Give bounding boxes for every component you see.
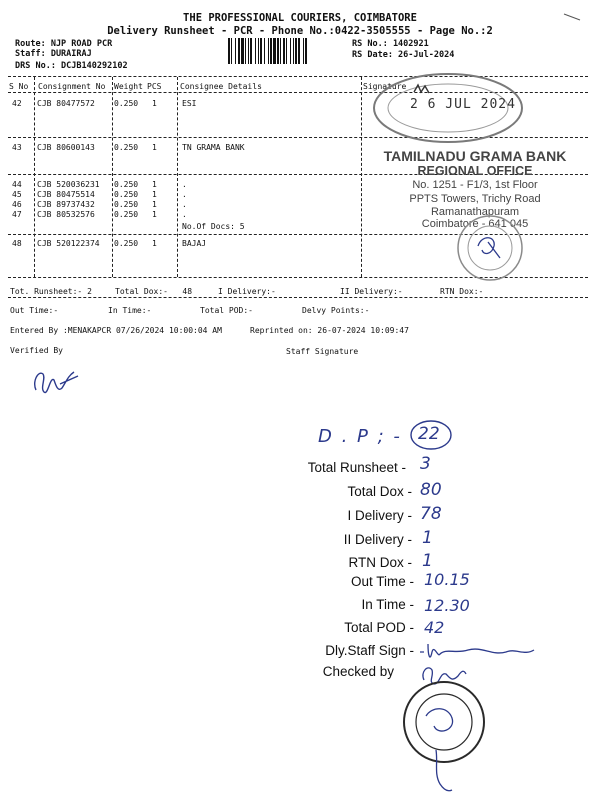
row-consignee: TN GRAMA BANK [182, 143, 245, 152]
barcode-bar [303, 38, 304, 64]
barcode-image [228, 38, 346, 64]
row-consignment: CJB 89737432 [37, 200, 95, 209]
rs-number: RS No.: 1402921 [352, 39, 429, 49]
col-signature: Signature [363, 82, 407, 91]
barcode-bar [235, 38, 236, 64]
bank-address-line: No. 1251 - F1/3, 1st Floor [412, 179, 538, 191]
barcode-bar [283, 38, 285, 64]
row-consignment: CJB 80532576 [37, 210, 95, 219]
row-sno: 43 [12, 143, 22, 152]
summary-value: 42 [424, 618, 445, 637]
tot-runsheet: Tot. Runsheet:- 2 [10, 287, 92, 296]
barcode-bar [248, 38, 249, 64]
barcode-bar [231, 38, 232, 64]
dp-label: D . P ; - [318, 426, 402, 447]
staff-signature-label: Staff Signature [286, 347, 359, 356]
col-consignment: Consignment No [38, 82, 106, 91]
barcode-bar [250, 38, 252, 64]
bank-address-line: Coimbatore - 641 045 [421, 218, 529, 230]
staff-label: Staff: DURAIRAJ [15, 49, 92, 59]
row-consignment: CJB 80475514 [37, 190, 95, 199]
bank-address-line: Ramanathapuram [430, 206, 520, 218]
route-label: Route: NJP ROAD PCR [15, 39, 113, 49]
row-weight: 0.250 [114, 190, 139, 199]
total-dox: Total Dox:- 48 [115, 287, 193, 296]
summary-label: Out Time - [350, 574, 414, 589]
summary-value: 3 [420, 454, 431, 474]
verified-by: Verified By [10, 346, 63, 355]
rtn-dox: RTN Dox:- [440, 287, 484, 296]
col-pcs: PCS [147, 82, 162, 91]
barcode-bar [238, 38, 240, 64]
row-weight: 0.250 [114, 200, 139, 209]
row-sno: 42 [12, 99, 22, 108]
summary-label: Dly.Staff Sign - [325, 643, 414, 658]
summary-value: 1 [422, 528, 433, 548]
row-pcs: 1 [152, 210, 157, 219]
company-title: THE PROFESSIONAL COURIERS, COIMBATORE [183, 12, 417, 24]
row-pcs: 1 [152, 239, 157, 248]
summary-value: 78 [420, 504, 442, 524]
i-delivery: I Delivery:- [218, 287, 276, 296]
signature-mark-image [412, 82, 432, 96]
row-sno: 48 [12, 239, 22, 248]
summary-value: 12.30 [424, 596, 470, 615]
barcode-bar [280, 38, 281, 64]
row-consignment: CJB 80477572 [37, 99, 95, 108]
col-sno: S No [9, 82, 29, 91]
barcode-bar [264, 38, 265, 64]
summary-value: 1 [422, 551, 433, 571]
row-weight: 0.250 [114, 180, 139, 189]
col-weight: Weight [114, 82, 143, 91]
bank-office: REGIONAL OFFICE [417, 164, 533, 178]
row-consignee: . [182, 210, 187, 219]
row-weight: 0.250 [114, 143, 139, 152]
row-consignee: . [182, 200, 187, 209]
row-consignee: . [182, 190, 187, 199]
summary-label: RTN Dox - [348, 555, 412, 570]
barcode-bar [290, 38, 291, 64]
summary-value: 10.15 [424, 570, 470, 589]
drs-number: DRS No.: DCJB140292102 [15, 61, 128, 71]
row-sno: 47 [12, 210, 22, 219]
row-consignee: ESI [182, 99, 197, 108]
barcode-bar [286, 38, 287, 64]
row-consignee: BAJAJ [182, 239, 207, 248]
ii-delivery: II Delivery:- [340, 287, 403, 296]
in-time: In Time:- [108, 306, 152, 315]
row-sno: 46 [12, 200, 22, 209]
row-sno: 44 [12, 180, 22, 189]
reprinted-on: Reprinted on: 26-07-2024 10:09:47 [250, 326, 409, 335]
barcode-bar [258, 38, 259, 64]
barcode-bar [295, 38, 297, 64]
rs-date: RS Date: 26-Jul-2024 [352, 50, 455, 60]
row-consignee: . [182, 180, 187, 189]
row-pcs: 1 [152, 143, 157, 152]
column-separator [112, 77, 113, 277]
row-sno: 45 [12, 190, 22, 199]
divider [8, 297, 588, 298]
received-date-stamp: 2 6 JUL 2024 [410, 97, 516, 112]
barcode-bar [245, 38, 246, 64]
column-separator [34, 77, 35, 277]
row-consignment: CJB 80600143 [37, 143, 95, 152]
summary-label: In Time - [361, 597, 414, 612]
col-consignee: Consignee Details [180, 82, 262, 91]
summary-value: 80 [420, 480, 442, 500]
summary-label: I Delivery - [347, 508, 412, 523]
row-pcs: 1 [152, 180, 157, 189]
barcode-bar [273, 38, 276, 64]
delvy-points: Delvy Points:- [302, 306, 370, 315]
runsheet-subtitle: Delivery Runsheet - PCR - Phone No.:0422-3505555 - Page No.:2 [107, 25, 493, 37]
out-time: Out Time:- [10, 306, 59, 315]
corner-mark-image [562, 10, 584, 24]
round-seal-image [454, 212, 526, 284]
column-separator [177, 77, 178, 277]
no-of-docs: No.Of Docs: 5 [182, 222, 245, 231]
verified-signature-image [30, 362, 82, 402]
summary-label: Total POD - [344, 620, 414, 635]
barcode-bar [228, 38, 230, 64]
barcode-bar [241, 38, 244, 64]
row-consignment: CJB 520122374 [37, 239, 100, 248]
column-separator [361, 77, 362, 277]
summary-label: Checked by [322, 664, 394, 679]
summary-label: II Delivery - [343, 532, 412, 547]
barcode-bar [305, 38, 307, 64]
barcode-bar [298, 38, 300, 64]
bank-address-line: PPTS Towers, Trichy Road [409, 193, 541, 205]
row-pcs: 1 [152, 190, 157, 199]
barcode-bar [270, 38, 272, 64]
barcode-bar [293, 38, 294, 64]
row-weight: 0.250 [114, 210, 139, 219]
bottom-pen-stroke-image [418, 748, 458, 796]
barcode-bar [277, 38, 279, 64]
total-pod: Total POD:- [200, 306, 253, 315]
row-consignment: CJB 520036231 [37, 180, 100, 189]
row-weight: 0.250 [114, 99, 139, 108]
row-pcs: 1 [152, 200, 157, 209]
summary-label: Total Runsheet - [307, 460, 406, 475]
summary-label: Total Dox - [347, 484, 412, 499]
dp-value: 22 [418, 424, 440, 444]
barcode-bar [255, 38, 256, 64]
row-pcs: 1 [152, 99, 157, 108]
barcode-bar [268, 38, 269, 64]
row-weight: 0.250 [114, 239, 139, 248]
barcode-bar [260, 38, 262, 64]
bank-name: TAMILNADU GRAMA BANK [383, 148, 567, 164]
entered-by: Entered By :MENAKAPCR 07/26/2024 10:00:04 AM [10, 326, 222, 335]
